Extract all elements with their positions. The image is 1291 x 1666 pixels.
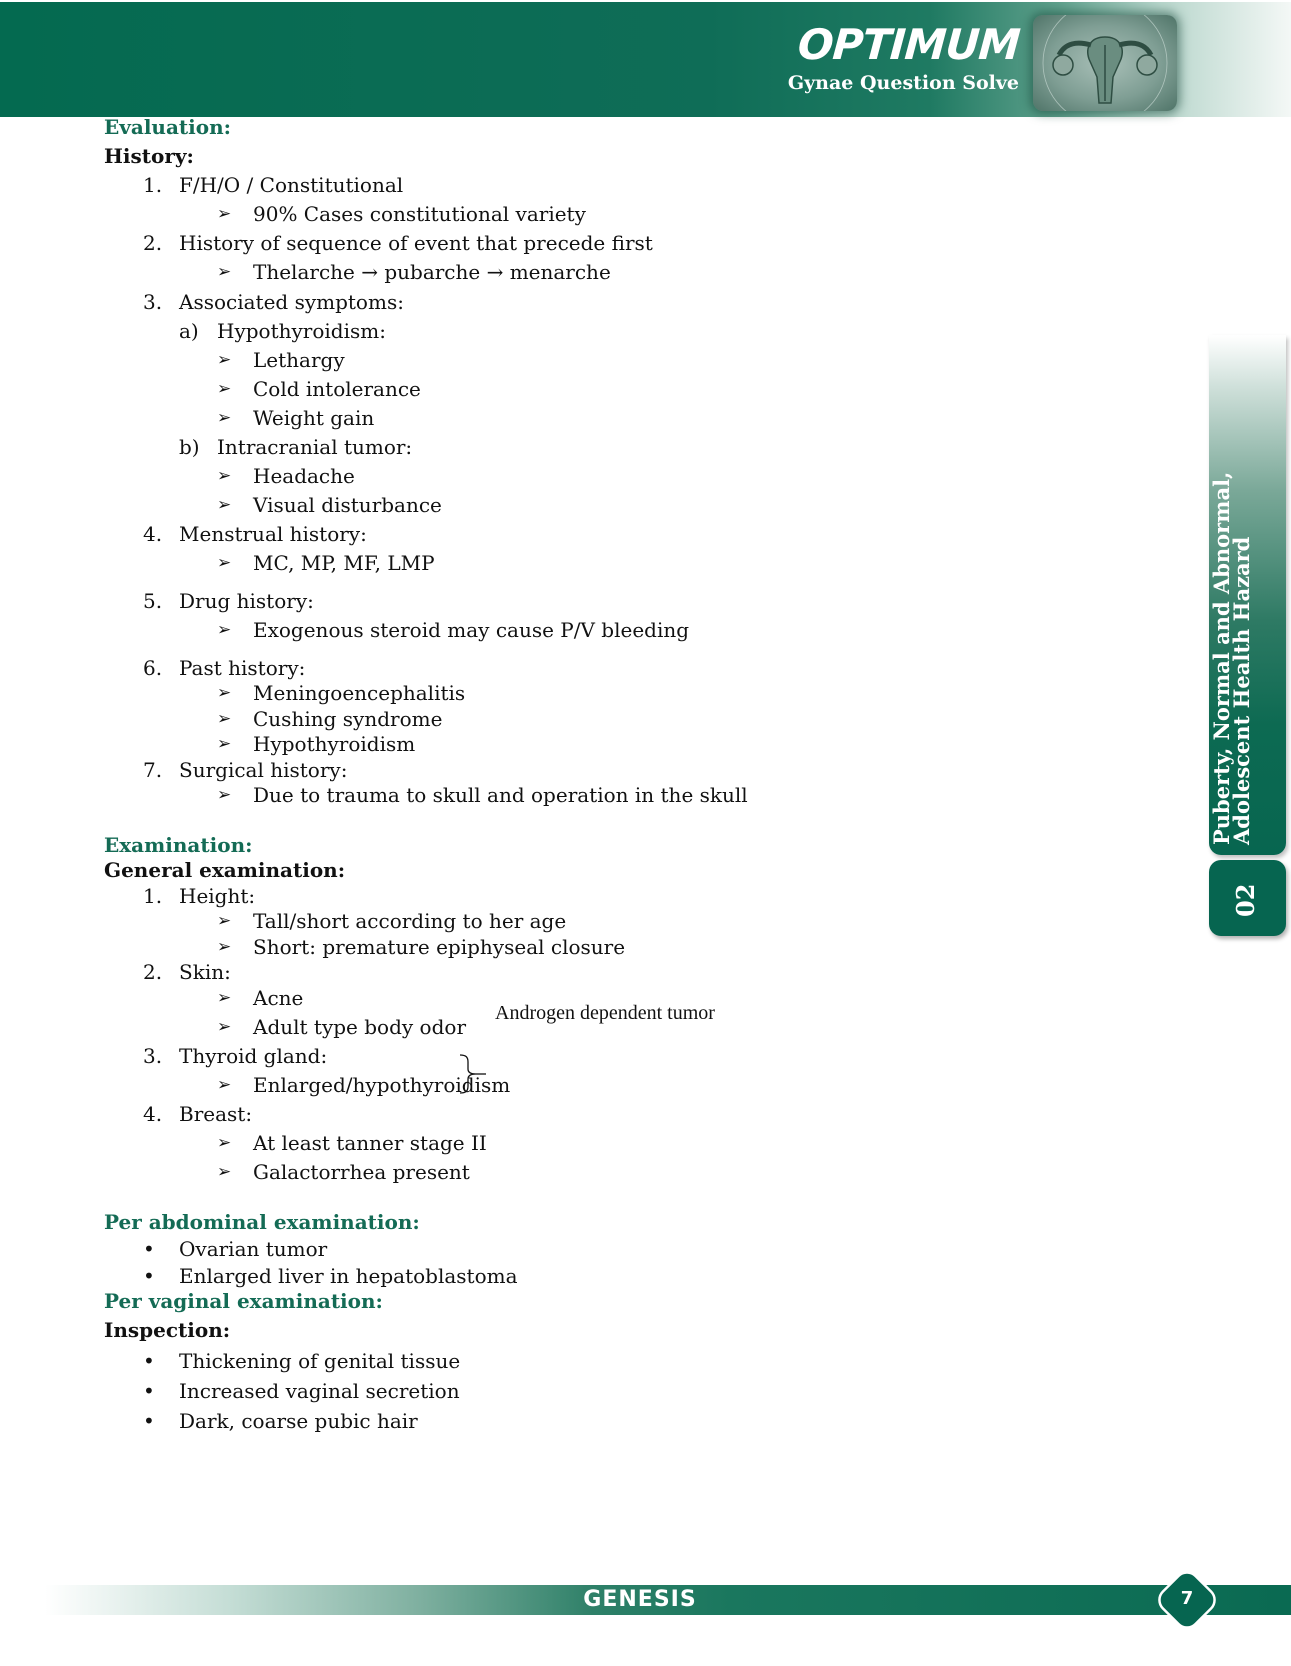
item-text: Height:: [179, 884, 256, 908]
arrow-bullet-icon: ➢: [217, 1017, 232, 1037]
subheading-history: History:: [104, 144, 194, 168]
uterus-illustration-icon: [1033, 15, 1177, 111]
dot-bullet-icon: •: [143, 1409, 155, 1433]
bullet-text: Galactorrhea present: [253, 1160, 470, 1184]
bullet-text: Acne: [253, 986, 304, 1010]
page-number: 7: [1180, 1588, 1194, 1609]
arrow-bullet-icon: ➢: [217, 553, 232, 573]
bullet-text: 90% Cases constitutional variety: [253, 202, 586, 226]
footer-brand: GENESIS: [583, 1587, 697, 1612]
bullet-text: Adult type body odor: [253, 1015, 466, 1039]
bullet-text: Due to trauma to skull and operation in the skull: [253, 783, 748, 807]
chapter-number-badge: [1209, 860, 1286, 936]
bullet-text: Ovarian tumor: [179, 1237, 328, 1261]
item-text: History of sequence of event that precede first: [179, 231, 653, 255]
item-number: 2.: [143, 960, 163, 984]
dot-bullet-icon: •: [143, 1349, 155, 1373]
item-text: Skin:: [179, 960, 231, 984]
item-number: 3.: [143, 290, 163, 314]
sub-item-text: Intracranial tumor:: [217, 435, 413, 459]
item-number: 3.: [143, 1044, 163, 1068]
item-text: Surgical history:: [179, 758, 348, 782]
item-text: Breast:: [179, 1102, 253, 1126]
bullet-text: Lethargy: [253, 348, 345, 372]
arrow-bullet-icon: ➢: [217, 204, 232, 224]
item-text: Past history:: [179, 656, 306, 680]
bullet-text: Cold intolerance: [253, 377, 421, 401]
dot-bullet-icon: •: [143, 1237, 155, 1261]
sub-item-letter: a): [179, 319, 199, 343]
item-number: 5.: [143, 589, 163, 613]
bullet-text: Thickening of genital tissue: [179, 1349, 461, 1373]
arrow-bullet-icon: ➢: [217, 620, 232, 640]
item-number: 7.: [143, 758, 163, 782]
item-number: 1.: [143, 173, 163, 197]
bullet-text: Enlarged liver in hepatoblastoma: [179, 1264, 518, 1288]
arrow-bullet-icon: ➢: [217, 1133, 232, 1153]
item-text: Menstrual history:: [179, 522, 367, 546]
section-heading-evaluation: Evaluation:: [104, 115, 232, 139]
arrow-bullet-icon: ➢: [217, 466, 232, 486]
brand-subtitle: Gynae Question Solve: [787, 72, 1019, 94]
arrow-bullet-icon: ➢: [217, 1162, 232, 1182]
chapter-title-line-2: Adolescent Health Hazard: [1228, 536, 1254, 845]
item-text: F/H/O / Constitutional: [179, 173, 404, 197]
arrow-bullet-icon: ➢: [217, 683, 232, 703]
item-text: Drug history:: [179, 589, 314, 613]
arrow-bullet-icon: ➢: [217, 379, 232, 399]
item-number: 1.: [143, 884, 163, 908]
bullet-text: Meningoencephalitis: [253, 681, 466, 705]
chapter-title: [1209, 335, 1286, 845]
arrow-bullet-icon: ➢: [217, 785, 232, 805]
dot-bullet-icon: •: [143, 1264, 155, 1288]
chapter-title-line-1: Puberty, Normal and Abnormal,: [1208, 471, 1234, 845]
bullet-text: Thelarche → pubarche → menarche: [253, 260, 611, 284]
bullet-text: Tall/short according to her age: [253, 909, 567, 933]
bullet-text: Cushing syndrome: [253, 707, 443, 731]
arrow-bullet-icon: ➢: [217, 709, 232, 729]
subheading-general-examination: General examination:: [104, 858, 346, 882]
bullet-text: Short: premature epiphyseal closure: [253, 935, 626, 959]
arrow-bullet-icon: ➢: [217, 734, 232, 754]
section-heading-examination: Examination:: [104, 833, 253, 857]
bullet-text: Exogenous steroid may cause P/V bleeding: [253, 618, 690, 642]
chapter-number: 02: [1231, 883, 1260, 917]
bullet-text: At least tanner stage II: [253, 1131, 487, 1155]
item-number: 6.: [143, 656, 163, 680]
item-number: 4.: [143, 522, 163, 546]
arrow-bullet-icon: ➢: [217, 988, 232, 1008]
bullet-text: Visual disturbance: [253, 493, 442, 517]
bullet-text: Enlarged/hypothyroidism: [253, 1073, 511, 1097]
item-number: 4.: [143, 1102, 163, 1126]
sub-item-text: Hypothyroidism:: [217, 319, 386, 343]
bullet-text: Hypothyroidism: [253, 732, 416, 756]
arrow-bullet-icon: ➢: [217, 937, 232, 957]
brace-annotation: Androgen dependent tumor: [495, 1002, 715, 1024]
arrow-bullet-icon: ➢: [217, 350, 232, 370]
item-text: Associated symptoms:: [179, 290, 404, 314]
section-heading-per-vaginal: Per vaginal examination:: [104, 1289, 383, 1313]
section-heading-per-abdominal: Per abdominal examination:: [104, 1210, 420, 1234]
item-text: Thyroid gland:: [179, 1044, 328, 1068]
bullet-text: Headache: [253, 464, 355, 488]
bullet-text: Increased vaginal secretion: [179, 1379, 460, 1403]
bullet-text: MC, MP, MF, LMP: [253, 551, 435, 575]
dot-bullet-icon: •: [143, 1379, 155, 1403]
brand-title: OPTIMUM: [795, 20, 1021, 69]
arrow-bullet-icon: ➢: [217, 262, 232, 282]
subheading-inspection: Inspection:: [104, 1318, 231, 1342]
arrow-bullet-icon: ➢: [217, 408, 232, 428]
bullet-text: Weight gain: [253, 406, 375, 430]
arrow-bullet-icon: ➢: [217, 911, 232, 931]
bullet-text: Dark, coarse pubic hair: [179, 1409, 418, 1433]
arrow-bullet-icon: ➢: [217, 495, 232, 515]
arrow-bullet-icon: ➢: [217, 1075, 232, 1095]
item-number: 2.: [143, 231, 163, 255]
sub-item-letter: b): [179, 435, 200, 459]
